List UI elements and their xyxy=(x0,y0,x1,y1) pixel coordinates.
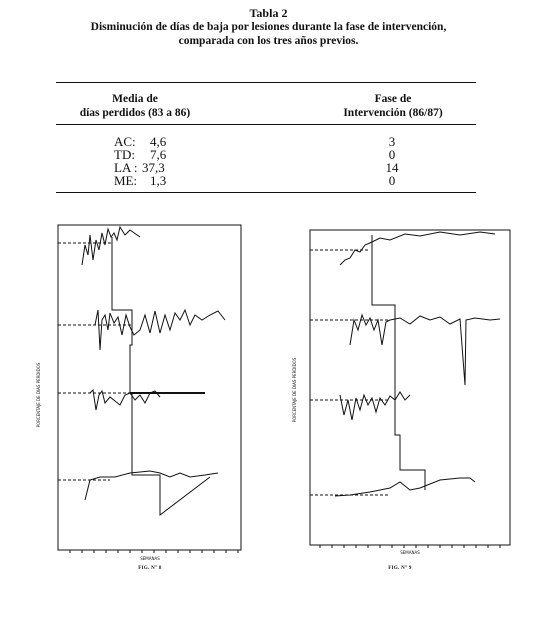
table-bottom-rule xyxy=(56,192,476,193)
table-row-phase: 14 xyxy=(385,160,399,175)
right-figure-label: FIG. N° 9 xyxy=(388,566,412,571)
left-plot-frame xyxy=(58,225,241,550)
table-row-mean: 37,3 xyxy=(142,160,165,175)
left-figure-label: FIG. N° 8 xyxy=(138,566,162,571)
col2-header-line2: Intervención (86/87) xyxy=(343,107,443,119)
left-series-ac xyxy=(82,227,140,265)
col1-header xyxy=(60,92,210,120)
table-row-label: LA : xyxy=(114,160,138,175)
left-phase-line-2 xyxy=(132,393,160,515)
left-phase-line-1 xyxy=(112,237,132,393)
table-title: Tabla 2 xyxy=(249,6,288,20)
right-series-la xyxy=(340,392,410,420)
col1-header-line1: Media de xyxy=(112,93,158,105)
col2-header xyxy=(318,92,468,120)
col1-header-line2: días perdidos (83 a 86) xyxy=(79,107,191,119)
table-row-phase: 0 xyxy=(388,173,396,188)
table-row-mean: 4,6 xyxy=(150,134,167,149)
left-x-axis-label: SEMANAS xyxy=(140,556,160,560)
right-phase-line xyxy=(372,235,425,490)
right-series-td xyxy=(350,315,500,385)
right-series-me xyxy=(335,478,475,496)
table-header-rule xyxy=(56,124,476,125)
right-plot-frame xyxy=(310,230,510,545)
right-y-axis-label: PORCENTAJE DE DIAS PERDIDOS xyxy=(292,357,297,423)
left-figure-chart xyxy=(30,215,245,560)
table-row-label: ME: xyxy=(114,173,138,188)
col2-header-line1: Fase de xyxy=(374,93,412,105)
left-series-td xyxy=(95,310,225,350)
table-row-phase: 0 xyxy=(388,147,396,162)
table-top-rule xyxy=(56,82,476,83)
table-row-mean: 7,6 xyxy=(150,147,167,162)
right-series-ac xyxy=(340,232,495,265)
table-subtitle-line2: comparada con los tres años previos. xyxy=(178,35,359,47)
table-row-label: TD: xyxy=(114,147,135,162)
right-x-axis-label: SEMANAS xyxy=(400,550,420,555)
left-series-me-tail xyxy=(160,477,210,515)
left-y-axis-label: PORCENTAJE DE DIAS PERDIDOS xyxy=(36,362,41,428)
right-figure-chart xyxy=(290,220,520,555)
table-row-phase: 3 xyxy=(388,134,396,149)
table-row-label: AC: xyxy=(114,134,136,149)
table-subtitle-line1: Disminución de días de baja por lesiones durante la fase de intervención, xyxy=(90,21,447,33)
table-row-mean: 1,3 xyxy=(150,173,167,188)
